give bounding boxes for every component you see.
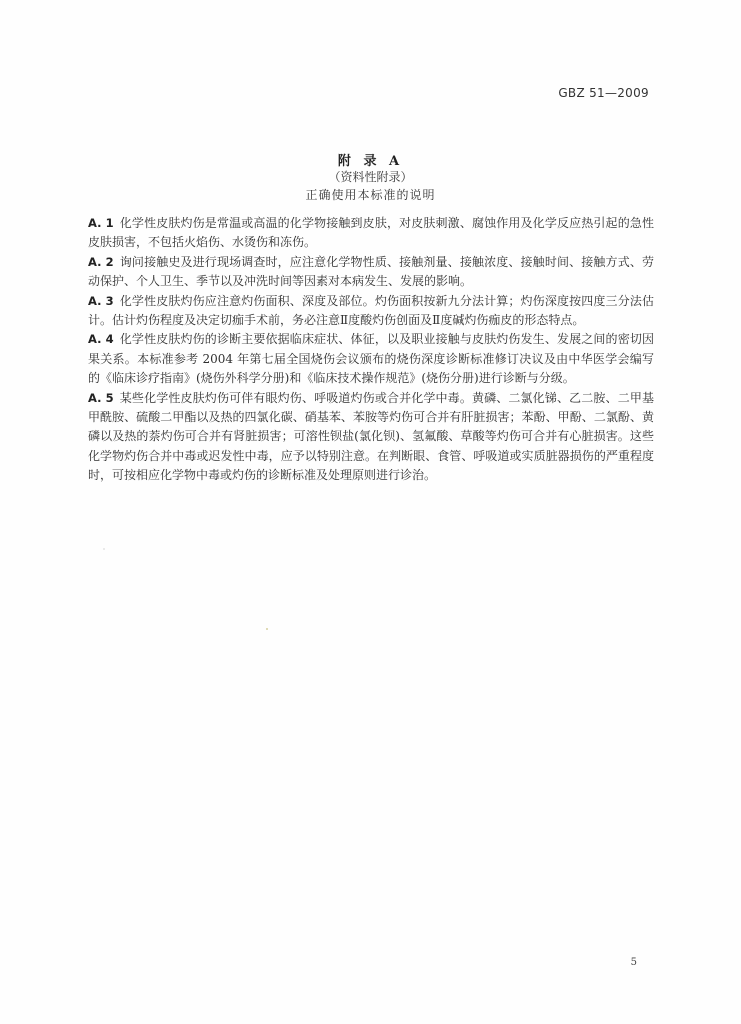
clause-number: A. 2: [88, 254, 114, 269]
clause-a1: [88, 214, 654, 253]
appendix-title: 附 录 A: [337, 154, 404, 169]
clause-text: 某些化学性皮肤灼伤可伴有眼灼伤、呼吸道灼伤或合并化学中毒。黄磷、二氯化锑、乙二胺、二甲基甲酰胺、硫酸二甲酯以及热的四氯化碳、硝基苯、苯胺等灼伤可合并有肝脏损害；苯酚、甲酚、二氯酚、黄磷以及热的萘灼伤可合并有肾脏损害；可溶性钡盐(氯化钡)、氢氟酸、草酸等灼伤可合并有心脏损害。这些化学物灼伤合并中毒或迟发性中毒，应予以特别注意。在判断眼、食管、呼吸道或实质脏器损伤的严重程度时，可按相应化学物中毒或灼伤的诊断标准及处理原则进行诊治。: [88, 390, 654, 483]
appendix-subtitle: 正确使用本标准的说明: [305, 188, 436, 202]
clause-text: 询问接触史及进行现场调查时，应注意化学物性质、接触剂量、接触浓度、接触时间、接触方式、劳动保护、个人卫生、季节以及冲洗时间等因素对本病发生、发展的影响。: [88, 254, 654, 289]
standard-code: GBZ 51—2009: [558, 86, 649, 100]
clause-text: 化学性皮肤灼伤应注意灼伤面积、深度及部位。灼伤面积按新九分法计算；灼伤深度按四度三分法估计。估计灼伤程度及决定切痂手术前，务必注意Ⅱ度酸灼伤创面及Ⅱ度碱灼伤痂皮的形态特点。: [88, 293, 654, 328]
clause-number: A. 4: [88, 332, 114, 347]
clause-a4: [88, 330, 654, 388]
page-number: 5: [630, 957, 637, 968]
clause-number: A. 5: [88, 390, 114, 405]
clause-a3: [88, 292, 654, 331]
scan-speck: [266, 628, 268, 630]
scan-speck: [103, 548, 105, 550]
clause-a5: [88, 389, 654, 486]
clause-text: 化学性皮肤灼伤的诊断主要依据临床症状、体征，以及职业接触与皮肤灼伤发生、发展之间的密切因果关系。本标准参考 2004 年第七届全国烧伤会议颁布的烧伤深度诊断标准修订决议及由中华医学会编写的《临床诊疗指南》(烧伤外科学分册)和《临床技术操作规范》(烧伤分册)进行诊断与分级。: [88, 332, 654, 386]
clause-text: 化学性皮肤灼伤是常温或高温的化学物接触到皮肤，对皮肤刺激、腐蚀作用及化学反应热引起的急性皮肤损害，不包括火焰伤、水烫伤和冻伤。: [88, 216, 654, 250]
clause-a2: [88, 253, 654, 292]
appendix-type: （资料性附录）: [328, 170, 413, 184]
clause-number: A. 3: [88, 293, 114, 308]
clause-number: A. 1: [88, 216, 114, 230]
appendix-body: [88, 214, 654, 486]
